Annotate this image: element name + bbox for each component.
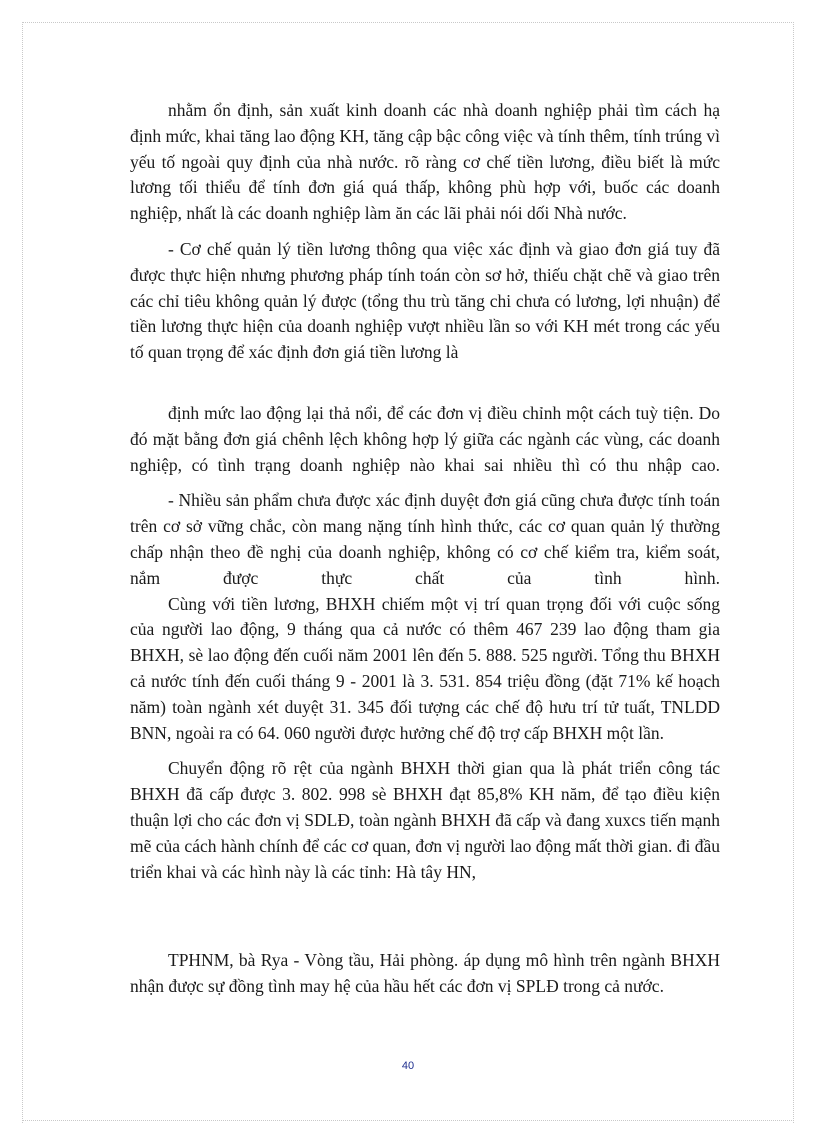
text-block-1 [130, 98, 720, 366]
paragraph-6: Chuyển động rõ rệt của ngành BHXH thời gian qua là phát triển công tác BHXH đã cấp được 3. 802. 998 sè BHXH đạt 85,8% KH năm, để tạo điều kiện thuận lợi cho các đơn vị SDLĐ, toàn ngành BHXH đã cấp và đang xuxcs tiến mạnh mẽ của cách hành chính để các cơ quan, đơn vị người lao động mất thời gian. đi đầu triển khai và các hình này là các tỉnh: Hà tây HN, [130, 758, 720, 882]
text-block-3 [130, 948, 720, 1000]
paragraph-3: định mức lao động lại thả nổi, để các đơn vị điều chỉnh một cách tuỳ tiện. Do đó mặt bằng đơn giá chênh lệch không hợp lý giữa các ngành các vùng, các doanh nghiệp, có tình trạng doanh nghiệp nào khai sai nhiều thì có thu nhập cao. [130, 403, 720, 475]
paragraph-5: Cùng với tiền lương, BHXH chiếm một vị trí quan trọng đối với cuộc sống của người lao động, 9 tháng qua cả nước có thêm 467 239 lao động tham gia BHXH, sè lao động đến cuối năm 2001 lên đến 5. 888. 525 người. Tổng thu BHXH cả nước tính đến cuối tháng 9 - 2001 là 3. 531. 854 triệu đồng (đặt 71% kế hoạch năm) toàn ngành xét duyệt 31. 345 đối tượng các chế độ hưu trí tử tuất, TNLDD BNN, ngoài ra có 64. 060 người được hưởng chế độ trợ cấp BHXH một lần. [130, 593, 720, 743]
paragraph-7: TPHNM, bà Rya - Vòng tầu, Hải phòng. áp dụng mô hình trên ngành BHXH nhận được sự đồng tình may hệ của hầu hết các đơn vị SPLĐ trong cả nước. [130, 950, 720, 996]
paragraph-1: nhằm ổn định, sản xuất kinh doanh các nhà doanh nghiệp phải tìm cách hạ định mức, khai tăng lao động KH, tăng cập bậc công việc và tính thêm, tính trúng vì yếu tố ngoài quy định của nhà nước. rõ ràng cơ chế tiền lương, điều biết là mức lương tối thiểu để tính đơn giá quá thấp, không phù hợp với, buốc các doanh nghiệp, nhất là các doanh nghiệp làm ăn các lãi phải nói dối Nhà nước. [130, 100, 720, 224]
bottom-rule [22, 1120, 794, 1121]
paragraph-4: - Nhiều sản phẩm chưa được xác định duyệt đơn giá cũng chưa được tính toán trên cơ sở vững chắc, còn mang nặng tính hình thức, các cơ quan quản lý thường chấp nhận theo đề nghị của doanh nghiệp, không có cơ chế kiểm tra, kiểm soát, nắm được thực chất của tình hình. [130, 490, 720, 588]
page-number: 40 [401, 1060, 415, 1072]
paragraph-2: - Cơ chế quản lý tiền lương thông qua việc xác định và giao đơn giá tuy đã được thực hiện nhưng phương pháp tính toán còn sơ hở, thiếu chặt chẽ và giao trên các chỉ tiêu không quản lý được (tổng thu trù tăng chi chưa có lương, lợi nhuận) để tiền lương thực hiện của doanh nghiệp vượt nhiều lần so với KH mét trong các yếu tố quan trọng để xác định đơn giá tiền lương là [130, 238, 720, 363]
text-block-2 [130, 401, 720, 885]
